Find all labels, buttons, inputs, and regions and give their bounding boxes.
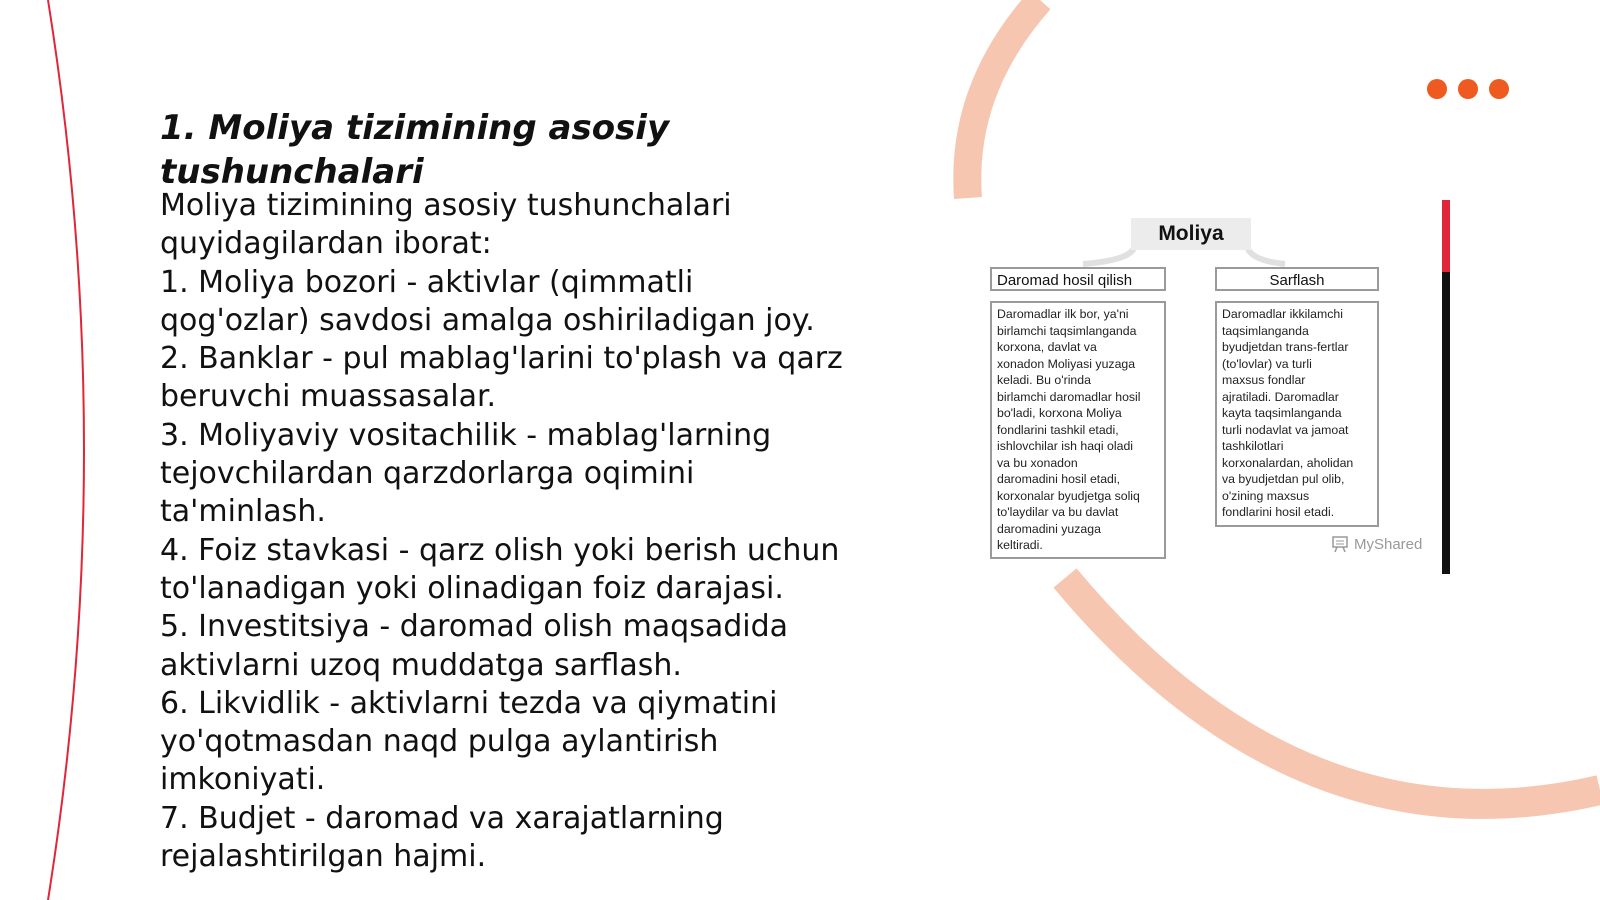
moliya-diagram bbox=[985, 208, 1455, 588]
income-line: birlamchi taqsimlanganda bbox=[997, 323, 1137, 338]
body-line: ta'minlash. bbox=[160, 494, 326, 530]
slide-title: 1. Moliya tizimining asosiy tushunchalari bbox=[160, 108, 670, 192]
spending-line: turli nodavlat va jamoat bbox=[1222, 422, 1349, 437]
body-line: Moliya tizimining asosiy tushunchalari bbox=[160, 188, 732, 223]
income-line: ishlovchilar ish haqi oladi bbox=[997, 439, 1134, 453]
body-line: tejovchilardan qarzdorlarga oqimini bbox=[160, 456, 695, 492]
income-line: korxona, davlat va bbox=[997, 340, 1097, 354]
watermark-label: MyShared bbox=[1354, 535, 1423, 553]
slide-dots bbox=[1427, 79, 1509, 99]
slide-body bbox=[160, 187, 860, 876]
lower-peach-arc bbox=[1065, 578, 1600, 804]
body-line: 6. Likvidlik - aktivlarni tezda va qiymatini bbox=[160, 685, 778, 721]
left-red-curve bbox=[48, 0, 84, 900]
body-line: 5. Investitsiya - daromad olish maqsadida bbox=[160, 609, 789, 645]
spending-line: tashkilotlari bbox=[1222, 439, 1284, 453]
income-line: Daromadlar ilk bor, ya'ni bbox=[997, 307, 1129, 321]
body-line: qog'ozlar) savdosi amalga oshiriladigan joy. bbox=[160, 302, 815, 338]
dot-3 bbox=[1489, 79, 1509, 99]
spending-line: byudjetdan trans-fertlar bbox=[1222, 340, 1349, 354]
spending-line: taqsimlanganda bbox=[1222, 323, 1309, 338]
income-line: fondlarini tashkil etadi, bbox=[997, 422, 1119, 437]
body-line: 7. Budjet - daromad va xarajatlarning bbox=[160, 800, 724, 836]
body-line: 1. Moliya bozori - aktivlar (qimmatli bbox=[160, 264, 694, 300]
body-line: beruvchi muassasalar. bbox=[160, 379, 497, 415]
income-header: Daromad hosil qilish bbox=[990, 267, 1166, 291]
spending-line: Daromadlar ikkilamchi bbox=[1222, 307, 1343, 321]
spending-line: o'zining maxsus bbox=[1222, 488, 1310, 503]
upper-peach-arc bbox=[967, 0, 1040, 198]
income-line: korxonalar byudjetga soliq bbox=[997, 488, 1140, 503]
spending-line: va byudjetdan pul olib, bbox=[1222, 472, 1345, 486]
income-line: daromadini hosil etadi, bbox=[997, 472, 1121, 486]
dot-2 bbox=[1458, 79, 1478, 99]
spending-header: Sarflash bbox=[1215, 267, 1379, 291]
spending-line: kayta taqsimlanganda bbox=[1222, 406, 1342, 420]
body-line: 3. Moliyaviy vositachilik - mablag'larning bbox=[160, 417, 772, 453]
myshared-logo-icon bbox=[1330, 535, 1350, 553]
spending-line: korxonalardan, aholidan bbox=[1222, 455, 1354, 470]
dot-1 bbox=[1427, 79, 1447, 99]
spending-line: maxsus fondlar bbox=[1222, 373, 1306, 387]
body-line: aktivlarni uzoq muddatga sarflash. bbox=[160, 647, 682, 683]
accent-bar bbox=[1442, 200, 1450, 574]
income-line: va bu xonadon bbox=[997, 455, 1078, 470]
myshared-watermark bbox=[1330, 535, 1422, 553]
spending-line: fondlarini hosil etadi. bbox=[1222, 505, 1335, 519]
body-line: to'lanadigan yoki olinadigan foiz darajasi. bbox=[160, 570, 784, 606]
income-description bbox=[990, 301, 1166, 559]
spending-line: ajratiladi. Daromadlar bbox=[1222, 389, 1339, 404]
body-line: imkoniyati. bbox=[160, 762, 326, 798]
income-line: to'laydilar va bu davlat bbox=[997, 505, 1119, 519]
income-line: birlamchi daromadlar hosil bbox=[997, 389, 1141, 404]
body-line: yo'qotmasdan naqd pulga aylantirish bbox=[160, 724, 719, 760]
body-line: 2. Banklar - pul mablag'larini to'plash va qarz bbox=[160, 341, 843, 377]
spending-description bbox=[1215, 301, 1379, 527]
income-line: bo'ladi, korxona Moliya bbox=[997, 406, 1122, 420]
body-line: 4. Foiz stavkasi - qarz olish yoki berish uchun bbox=[160, 532, 840, 568]
income-line: keltiradi. bbox=[997, 538, 1043, 552]
income-line: daromadini yuzaga bbox=[997, 521, 1101, 536]
body-line: rejalashtirilgan hajmi. bbox=[160, 839, 487, 875]
income-line: xonadon Moliyasi yuzaga bbox=[997, 356, 1136, 371]
income-line: keladi. Bu o'rinda bbox=[997, 373, 1091, 387]
diagram-title: Moliya bbox=[1131, 218, 1251, 250]
spending-line: (to'lovlar) va turli bbox=[1222, 356, 1312, 371]
body-line: quyidagilardan iborat: bbox=[160, 226, 492, 262]
